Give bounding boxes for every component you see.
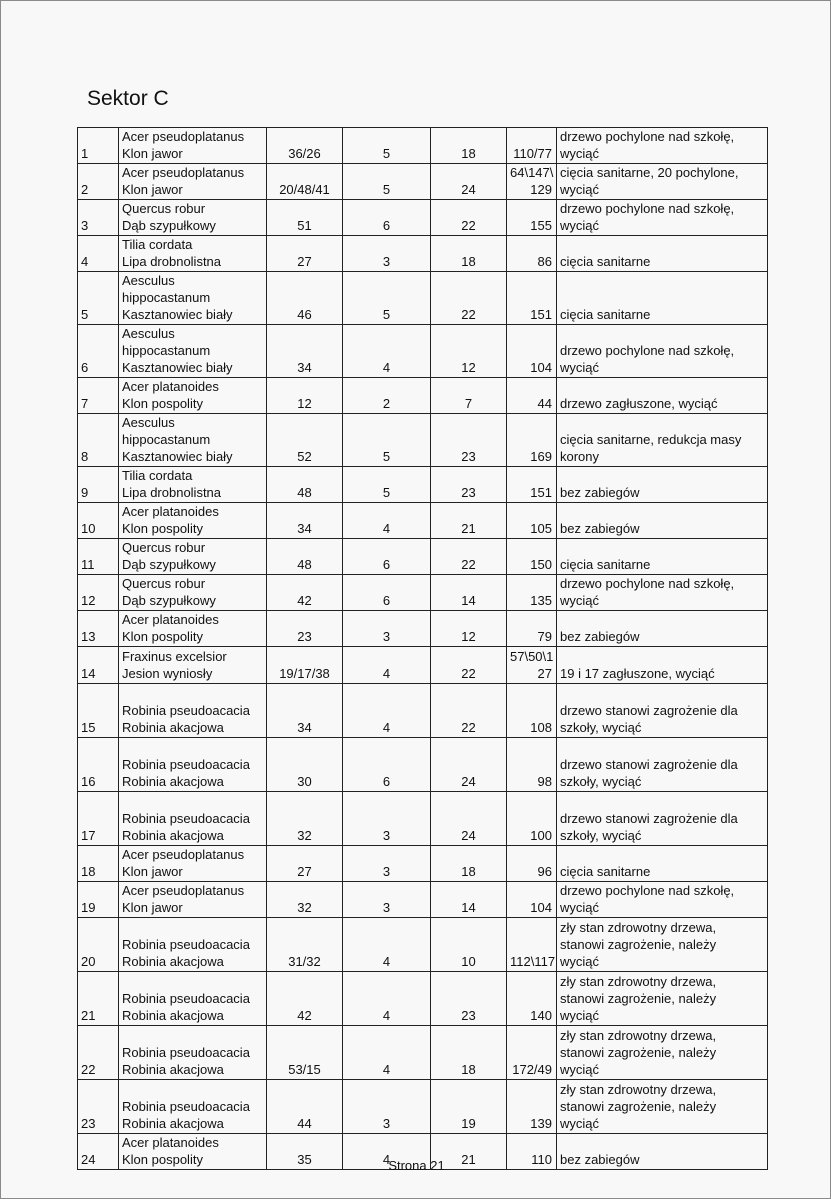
- table-row: [78, 236, 768, 272]
- species-name: Robinia pseudoacacia Robinia akacjowa: [119, 684, 267, 738]
- crown-width: 6: [343, 539, 431, 575]
- treatment-note: drzewo pochylone nad szkołę, wyciąć: [557, 200, 768, 236]
- species-name: Acer pseudoplatanus Klon jawor: [119, 164, 267, 200]
- crown-width: 4: [343, 918, 431, 972]
- treatment-note: cięcia sanitarne, redukcja masy korony: [557, 414, 768, 467]
- crown-width: 5: [343, 164, 431, 200]
- row-number: 17: [78, 792, 119, 846]
- value-cell: 151: [507, 272, 557, 325]
- trunk-circumference: 23: [267, 611, 343, 647]
- page-footer: Strona 21: [388, 1158, 445, 1173]
- treatment-note: zły stan zdrowotny drzewa, stanowi zagrożenie, należy wyciąć: [557, 1080, 768, 1134]
- crown-width: 3: [343, 611, 431, 647]
- value-cell: 151: [507, 467, 557, 503]
- species-name: Aesculus hippocastanum Kasztanowiec biały: [119, 414, 267, 467]
- table-row: [78, 272, 768, 325]
- table-row: [78, 611, 768, 647]
- row-number: 5: [78, 272, 119, 325]
- value-cell: 100: [507, 792, 557, 846]
- trunk-circumference: 34: [267, 503, 343, 539]
- table-body: [78, 128, 768, 1170]
- treatment-note: bez zabiegów: [557, 1134, 768, 1170]
- table-row: [78, 200, 768, 236]
- species-name: Quercus robur Dąb szypułkowy: [119, 200, 267, 236]
- table-row: [78, 128, 768, 164]
- trunk-circumference: 34: [267, 684, 343, 738]
- table-row: [78, 467, 768, 503]
- crown-width: 4: [343, 325, 431, 378]
- treatment-note: cięcia sanitarne: [557, 272, 768, 325]
- tree-height: 19: [431, 1080, 507, 1134]
- row-number: 23: [78, 1080, 119, 1134]
- tree-height: 22: [431, 684, 507, 738]
- value-cell: 104: [507, 325, 557, 378]
- species-name: Robinia pseudoacacia Robinia akacjowa: [119, 1080, 267, 1134]
- trunk-circumference: 20/48/41: [267, 164, 343, 200]
- row-number: 13: [78, 611, 119, 647]
- treatment-note: zły stan zdrowotny drzewa, stanowi zagrożenie, należy wyciąć: [557, 972, 768, 1026]
- row-number: 6: [78, 325, 119, 378]
- trunk-circumference: 52: [267, 414, 343, 467]
- treatment-note: zły stan zdrowotny drzewa, stanowi zagrożenie, należy wyciąć: [557, 918, 768, 972]
- trunk-circumference: 48: [267, 539, 343, 575]
- trunk-circumference: 27: [267, 846, 343, 882]
- table-row: [78, 684, 768, 738]
- table-row: [78, 1080, 768, 1134]
- crown-width: 3: [343, 846, 431, 882]
- tree-height: 21: [431, 503, 507, 539]
- trunk-circumference: 32: [267, 792, 343, 846]
- species-name: Acer pseudoplatanus Klon jawor: [119, 846, 267, 882]
- value-cell: 105: [507, 503, 557, 539]
- tree-height: 22: [431, 647, 507, 684]
- tree-height: 14: [431, 575, 507, 611]
- tree-height: 21: [431, 1134, 507, 1170]
- species-name: Tilia cordata Lipa drobnolistna: [119, 236, 267, 272]
- treatment-note: drzewo zagłuszone, wyciąć: [557, 378, 768, 414]
- tree-height: 22: [431, 200, 507, 236]
- crown-width: 6: [343, 200, 431, 236]
- table-row: [78, 792, 768, 846]
- species-name: Tilia cordata Lipa drobnolistna: [119, 467, 267, 503]
- tree-height: 24: [431, 164, 507, 200]
- crown-width: 4: [343, 503, 431, 539]
- crown-width: 5: [343, 272, 431, 325]
- row-number: 15: [78, 684, 119, 738]
- species-name: Acer platanoides Klon pospolity: [119, 611, 267, 647]
- species-name: Acer pseudoplatanus Klon jawor: [119, 128, 267, 164]
- treatment-note: drzewo stanowi zagrożenie dla szkoły, wyciąć: [557, 684, 768, 738]
- table-row: [78, 539, 768, 575]
- crown-width: 4: [343, 1026, 431, 1080]
- crown-width: 4: [343, 1134, 431, 1170]
- tree-height: 23: [431, 414, 507, 467]
- tree-height: 23: [431, 972, 507, 1026]
- tree-height: 7: [431, 378, 507, 414]
- crown-width: 5: [343, 467, 431, 503]
- species-name: Robinia pseudoacacia Robinia akacjowa: [119, 738, 267, 792]
- trunk-circumference: 51: [267, 200, 343, 236]
- species-name: Acer platanoides Klon pospolity: [119, 1134, 267, 1170]
- tree-height: 24: [431, 792, 507, 846]
- species-name: Robinia pseudoacacia Robinia akacjowa: [119, 918, 267, 972]
- table-row: [78, 1026, 768, 1080]
- value-cell: 108: [507, 684, 557, 738]
- crown-width: 3: [343, 236, 431, 272]
- treatment-note: bez zabiegów: [557, 611, 768, 647]
- row-number: 7: [78, 378, 119, 414]
- trunk-circumference: 31/32: [267, 918, 343, 972]
- table-row: [78, 325, 768, 378]
- treatment-note: drzewo stanowi zagrożenie dla szkoły, wyciąć: [557, 738, 768, 792]
- treatment-note: cięcia sanitarne: [557, 236, 768, 272]
- species-name: Quercus robur Dąb szypułkowy: [119, 575, 267, 611]
- row-number: 2: [78, 164, 119, 200]
- treatment-note: drzewo pochylone nad szkołę, wyciąć: [557, 882, 768, 918]
- trunk-circumference: 46: [267, 272, 343, 325]
- trunk-circumference: 34: [267, 325, 343, 378]
- row-number: 24: [78, 1134, 119, 1170]
- crown-width: 3: [343, 882, 431, 918]
- row-number: 16: [78, 738, 119, 792]
- value-cell: 155: [507, 200, 557, 236]
- tree-height: 12: [431, 611, 507, 647]
- row-number: 9: [78, 467, 119, 503]
- tree-height: 18: [431, 1026, 507, 1080]
- crown-width: 6: [343, 738, 431, 792]
- value-cell: 57\50\1 27: [507, 647, 557, 684]
- species-name: Robinia pseudoacacia Robinia akacjowa: [119, 972, 267, 1026]
- tree-height: 18: [431, 846, 507, 882]
- table-row: [78, 503, 768, 539]
- value-cell: 135: [507, 575, 557, 611]
- trunk-circumference: 12: [267, 378, 343, 414]
- treatment-note: drzewo pochylone nad szkołę, wyciąć: [557, 128, 768, 164]
- species-name: Robinia pseudoacacia Robinia akacjowa: [119, 1026, 267, 1080]
- tree-inventory-table: [77, 127, 768, 1170]
- treatment-note: 19 i 17 zagłuszone, wyciąć: [557, 647, 768, 684]
- trunk-circumference: 35: [267, 1134, 343, 1170]
- row-number: 4: [78, 236, 119, 272]
- table-row: [78, 846, 768, 882]
- trunk-circumference: 32: [267, 882, 343, 918]
- table-row: [78, 972, 768, 1026]
- row-number: 8: [78, 414, 119, 467]
- tree-height: 22: [431, 539, 507, 575]
- row-number: 20: [78, 918, 119, 972]
- crown-width: 4: [343, 684, 431, 738]
- tree-height: 10: [431, 918, 507, 972]
- value-cell: 64\147\ 129: [507, 164, 557, 200]
- tree-height: 14: [431, 882, 507, 918]
- species-name: Fraxinus excelsior Jesion wyniosły: [119, 647, 267, 684]
- table-row: [78, 164, 768, 200]
- treatment-note: cięcia sanitarne, 20 pochylone, wyciąć: [557, 164, 768, 200]
- row-number: 21: [78, 972, 119, 1026]
- crown-width: 3: [343, 1080, 431, 1134]
- value-cell: 139: [507, 1080, 557, 1134]
- trunk-circumference: 44: [267, 1080, 343, 1134]
- value-cell: 86: [507, 236, 557, 272]
- row-number: 12: [78, 575, 119, 611]
- tree-height: 18: [431, 236, 507, 272]
- species-name: Aesculus hippocastanum Kasztanowiec biały: [119, 272, 267, 325]
- species-name: Aesculus hippocastanum Kasztanowiec biały: [119, 325, 267, 378]
- trunk-circumference: 27: [267, 236, 343, 272]
- tree-height: 22: [431, 272, 507, 325]
- treatment-note: cięcia sanitarne: [557, 846, 768, 882]
- trunk-circumference: 42: [267, 575, 343, 611]
- row-number: 11: [78, 539, 119, 575]
- value-cell: 169: [507, 414, 557, 467]
- page-title: Sektor C: [87, 87, 169, 110]
- crown-width: 5: [343, 128, 431, 164]
- value-cell: 140: [507, 972, 557, 1026]
- trunk-circumference: 19/17/38: [267, 647, 343, 684]
- value-cell: 96: [507, 846, 557, 882]
- table-row: [78, 918, 768, 972]
- trunk-circumference: 42: [267, 972, 343, 1026]
- row-number: 19: [78, 882, 119, 918]
- trunk-circumference: 36/26: [267, 128, 343, 164]
- crown-width: 2: [343, 378, 431, 414]
- species-name: Acer platanoides Klon pospolity: [119, 378, 267, 414]
- value-cell: 44: [507, 378, 557, 414]
- value-cell: 104: [507, 882, 557, 918]
- value-cell: 110: [507, 1134, 557, 1170]
- table-row: [78, 575, 768, 611]
- row-number: 22: [78, 1026, 119, 1080]
- value-cell: 112\117: [507, 918, 557, 972]
- row-number: 10: [78, 503, 119, 539]
- crown-width: 4: [343, 647, 431, 684]
- table-row: [78, 378, 768, 414]
- treatment-note: drzewo pochylone nad szkołę, wyciąć: [557, 325, 768, 378]
- row-number: 3: [78, 200, 119, 236]
- treatment-note: bez zabiegów: [557, 467, 768, 503]
- table-row: [78, 647, 768, 684]
- crown-width: 3: [343, 792, 431, 846]
- species-name: Robinia pseudoacacia Robinia akacjowa: [119, 792, 267, 846]
- treatment-note: drzewo pochylone nad szkołę, wyciąć: [557, 575, 768, 611]
- crown-width: 4: [343, 972, 431, 1026]
- table-row: [78, 738, 768, 792]
- value-cell: 110/77: [507, 128, 557, 164]
- trunk-circumference: 48: [267, 467, 343, 503]
- tree-height: 23: [431, 467, 507, 503]
- treatment-note: drzewo stanowi zagrożenie dla szkoły, wyciąć: [557, 792, 768, 846]
- value-cell: 98: [507, 738, 557, 792]
- treatment-note: cięcia sanitarne: [557, 539, 768, 575]
- tree-height: 18: [431, 128, 507, 164]
- treatment-note: zły stan zdrowotny drzewa, stanowi zagrożenie, należy wyciąć: [557, 1026, 768, 1080]
- tree-height: 12: [431, 325, 507, 378]
- value-cell: 172/49: [507, 1026, 557, 1080]
- trunk-circumference: 30: [267, 738, 343, 792]
- value-cell: 79: [507, 611, 557, 647]
- row-number: 1: [78, 128, 119, 164]
- crown-width: 6: [343, 575, 431, 611]
- trunk-circumference: 53/15: [267, 1026, 343, 1080]
- row-number: 14: [78, 647, 119, 684]
- species-name: Acer platanoides Klon pospolity: [119, 503, 267, 539]
- species-name: Quercus robur Dąb szypułkowy: [119, 539, 267, 575]
- tree-height: 24: [431, 738, 507, 792]
- table-row: [78, 882, 768, 918]
- species-name: Acer pseudoplatanus Klon jawor: [119, 882, 267, 918]
- table-row: [78, 414, 768, 467]
- value-cell: 150: [507, 539, 557, 575]
- row-number: 18: [78, 846, 119, 882]
- treatment-note: bez zabiegów: [557, 503, 768, 539]
- crown-width: 5: [343, 414, 431, 467]
